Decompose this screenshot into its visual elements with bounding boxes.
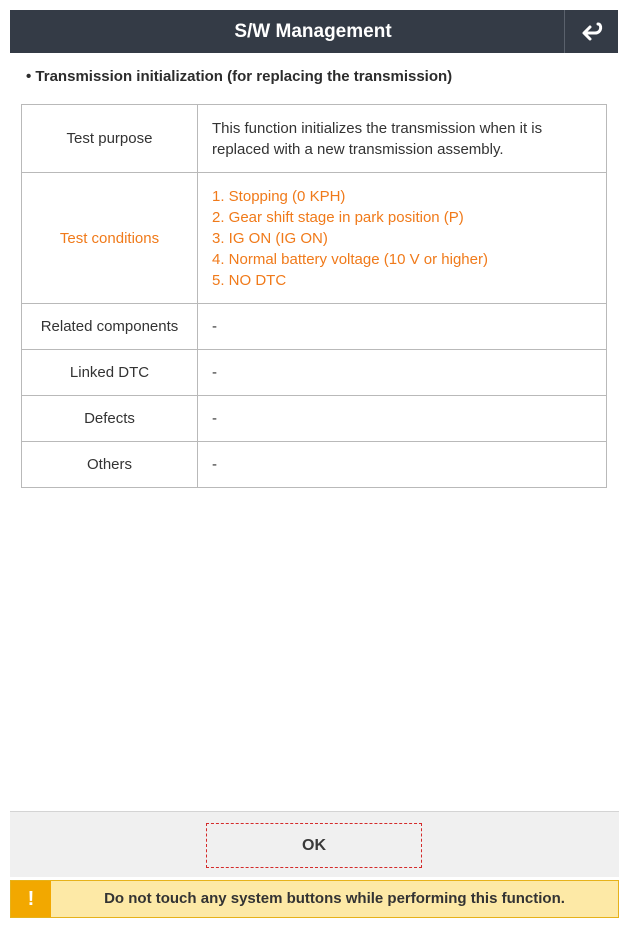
value-line: This function initializes the transmission when it is bbox=[212, 119, 543, 137]
row-label: Test purpose bbox=[22, 105, 198, 173]
warning-icon: ! bbox=[11, 881, 51, 917]
header-bar bbox=[10, 10, 618, 53]
value-line: replaced with a new transmission assembly. bbox=[212, 140, 504, 158]
condition-item: 2. Gear shift stage in park position (P) bbox=[212, 208, 464, 226]
table-row-related-components bbox=[22, 304, 607, 350]
table-row-test-purpose bbox=[22, 105, 607, 173]
row-value: - bbox=[198, 304, 607, 350]
section-heading: • Transmission initialization (for replacing the transmission) bbox=[26, 68, 453, 85]
condition-item: 3. IG ON (IG ON) bbox=[212, 229, 328, 247]
table-row-others bbox=[22, 442, 607, 488]
row-value: - bbox=[198, 396, 607, 442]
condition-item: 4. Normal battery voltage (10 V or higher) bbox=[212, 250, 488, 268]
row-value bbox=[198, 173, 607, 304]
row-value: - bbox=[198, 442, 607, 488]
info-table bbox=[21, 104, 607, 488]
row-label: Others bbox=[22, 442, 198, 488]
warning-message: Do not touch any system buttons while performing this function. bbox=[104, 890, 565, 907]
row-label: Related components bbox=[22, 304, 198, 350]
table-row-linked-dtc bbox=[22, 350, 607, 396]
row-value bbox=[198, 105, 607, 173]
warning-banner bbox=[10, 880, 619, 918]
back-button[interactable] bbox=[564, 10, 618, 53]
row-value: - bbox=[198, 350, 607, 396]
condition-item: 1. Stopping (0 KPH) bbox=[212, 187, 346, 205]
row-label: Defects bbox=[22, 396, 198, 442]
ok-button[interactable]: OK bbox=[206, 823, 422, 868]
table-row-test-conditions bbox=[22, 173, 607, 304]
back-arrow-icon bbox=[580, 21, 604, 43]
bottom-button-bar bbox=[10, 811, 619, 877]
table-row-defects bbox=[22, 396, 607, 442]
row-label: Linked DTC bbox=[22, 350, 198, 396]
row-label: Test conditions bbox=[22, 173, 198, 304]
condition-item: 5. NO DTC bbox=[212, 271, 287, 289]
page-title: S/W Management bbox=[234, 21, 392, 42]
